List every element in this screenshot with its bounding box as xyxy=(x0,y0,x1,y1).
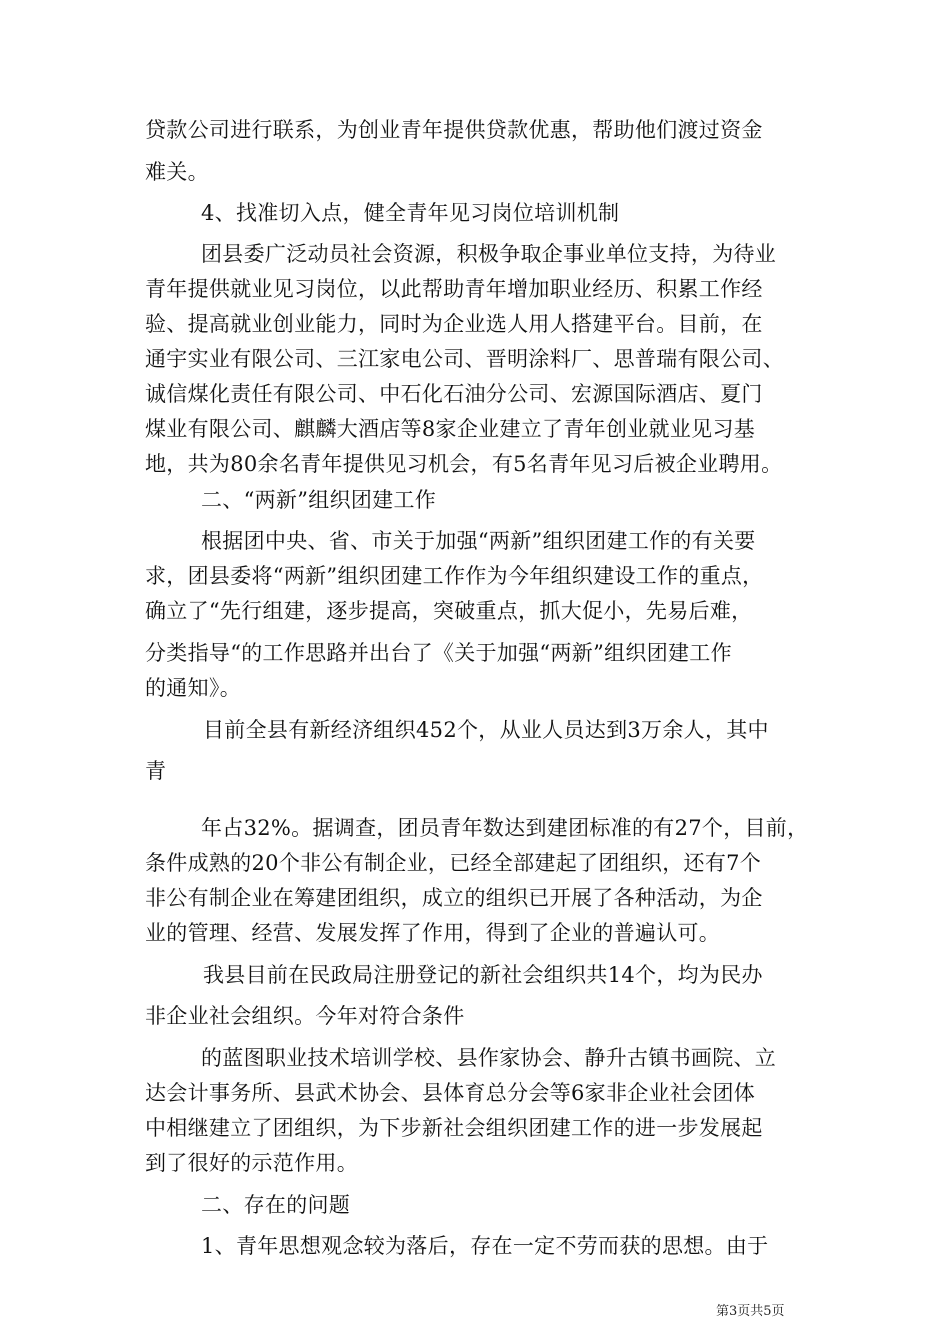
text-line: 我县目前在民政局注册登记的新社会组织共14个，均为民办 xyxy=(203,963,763,987)
text-line: 达会计事务所、县武术协会、县体育总分会等6家非企业社会团体 xyxy=(145,1081,756,1105)
text-line: 到了很好的示范作用。 xyxy=(145,1151,358,1175)
text-line: 非企业社会组织。今年对符合条件 xyxy=(145,1004,465,1028)
text-line: 条件成熟的20个非公有制企业，已经全部建起了团组织，还有7个 xyxy=(145,851,762,875)
text-line: 团县委广泛动员社会资源，积极争取企事业单位支持，为待业 xyxy=(201,242,777,266)
text-line: 地，共为80余名青年提供见习机会，有5名青年见习后被企业聘用。 xyxy=(145,452,783,476)
text-line: 的蓝图职业技术培训学校、县作家协会、静升古镇书画院、立 xyxy=(201,1046,777,1070)
text-line: 分类指导“的工作思路并出台了《关于加强“两新”组织团建工作 xyxy=(145,641,732,665)
text-line: 根据团中央、省、市关于加强“两新”组织团建工作的有关要 xyxy=(201,529,756,553)
text-line: 确立了“先行组建，逐步提高，突破重点，抓大促小，先易后难， xyxy=(145,599,753,623)
text-line: 青年提供就业见习岗位，以此帮助青年增加职业经历、积累工作经 xyxy=(145,277,763,301)
text-line: 1、青年思想观念较为落后，存在一定不劳而获的思想。由于 xyxy=(201,1234,769,1258)
text-line: 诚信煤化责任有限公司、中石化石油分公司、宏源国际酒店、夏门 xyxy=(145,382,763,406)
text-line: 业的管理、经营、发展发挥了作用，得到了企业的普遍认可。 xyxy=(145,921,721,945)
section-heading: 4、找准切入点，健全青年见习岗位培训机制 xyxy=(201,201,620,225)
text-line: 青 xyxy=(145,759,167,783)
text-line: 的通知》。 xyxy=(145,676,241,700)
text-line: 煤业有限公司、麒麟大酒店等8家企业建立了青年创业就业见习基 xyxy=(145,417,756,441)
text-line: 目前全县有新经济组织452个，从业人员达到3万余人，其中 xyxy=(203,718,769,742)
text-line: 难关。 xyxy=(145,160,209,184)
text-line: 年占32%。据调查，团员青年数达到建团标准的有27个，目前， xyxy=(201,816,809,840)
text-line: 求，团县委将“两新”组织团建工作作为今年组织建设工作的重点， xyxy=(145,564,764,588)
text-line: 中相继建立了团组织，为下步新社会组织团建工作的进一步发展起 xyxy=(145,1116,763,1140)
text-line: 贷款公司进行联系，为创业青年提供贷款优惠，帮助他们渡过资金 xyxy=(145,118,763,142)
text-line: 非公有制企业在筹建团组织，成立的组织已开展了各种活动，为企 xyxy=(145,886,763,910)
section-heading: 二、“两新”组织团建工作 xyxy=(201,488,437,512)
section-heading: 二、存在的问题 xyxy=(201,1193,351,1217)
text-line: 验、提高就业创业能力，同时为企业选人用人搭建平台。目前，在 xyxy=(145,312,763,336)
text-line: 通宇实业有限公司、三江家电公司、晋明涂料厂、思普瑞有限公司、 xyxy=(145,347,784,371)
page-number: 第3页共5页 xyxy=(716,1304,785,1319)
